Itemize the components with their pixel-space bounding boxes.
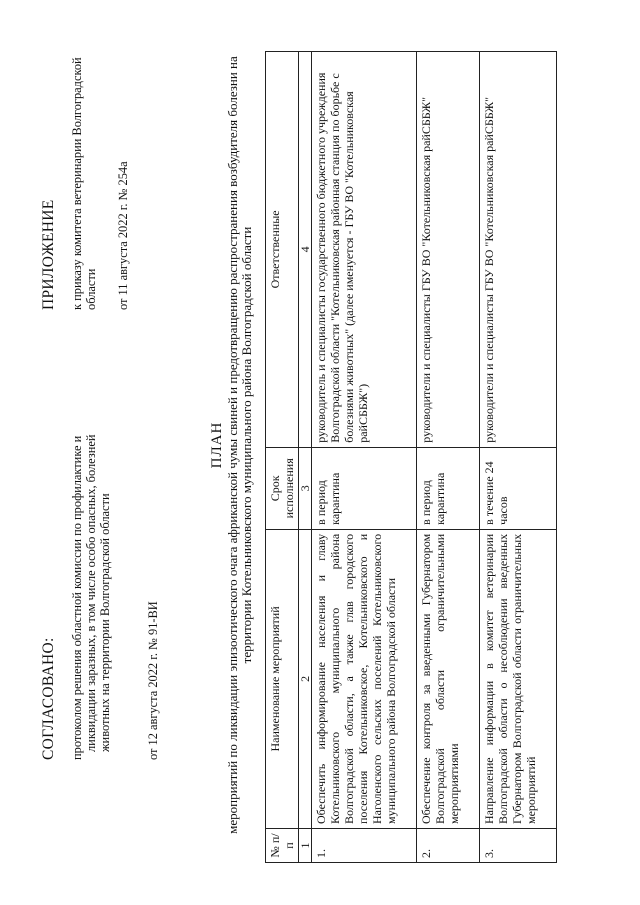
row-responsible: руководитель и специалисты государственного бюджетного учреждения Волгоградской области "Котельниковская районная станция по борьбе с болезнями животных" (далее именуется - ГБУ ВО "Котельниковская райСББЖ") — [312, 52, 417, 448]
row-deadline: в течение 24 часов — [480, 447, 557, 529]
table-row — [312, 52, 417, 863]
column-number: 4 — [299, 52, 312, 448]
column-number: 2 — [299, 529, 312, 828]
header-deadline: Срок исполнения — [266, 447, 299, 529]
approval-text: протоколом решения областной комиссии по профилактике и ликвидации заразных, в том числе особо опасных, болезней животных на территории Волгоградской области — [70, 434, 112, 760]
header-responsible: Ответственные — [266, 52, 299, 448]
approval-block — [42, 430, 160, 760]
row-responsible: руководители и специалисты ГБУ ВО "Котельниковская райСББЖ" — [480, 52, 557, 448]
row-activity: Направление информации в комитет ветеринарии Волгоградской области о несоблюдении введенных Губернатором Волгоградской области ограничительных мероприятий — [480, 529, 557, 828]
plan-table — [265, 51, 557, 863]
table-row — [417, 52, 480, 863]
row-deadline: в период карантина — [312, 447, 417, 529]
approval-heading: СОГЛАСОВАНО: — [40, 637, 57, 760]
table-column-numbers-row — [299, 52, 312, 863]
plan-title-area — [210, 25, 254, 865]
column-number: 1 — [299, 828, 312, 862]
row-responsible: руководители и специалисты ГБУ ВО "Котельниковская райСББЖ" — [417, 52, 480, 448]
approval-date: от 12 августа 2022 г. № 91-ВИ — [146, 601, 160, 760]
header-activity: Наименование мероприятий — [266, 529, 299, 828]
column-number: 3 — [299, 447, 312, 529]
appendix-block — [42, 35, 130, 310]
appendix-text: к приказу комитета ветеринарии Волгоградской области — [70, 57, 98, 310]
header-number: № п/п — [266, 828, 299, 862]
appendix-date: от 11 августа 2022 г. № 254а — [116, 161, 130, 310]
row-activity: Обеспечение контроля за введенными Губернатором Волгоградской области ограничительными мероприятиями — [417, 529, 480, 828]
row-deadline: в период карантина — [417, 447, 480, 529]
table-header-row — [266, 52, 299, 863]
table-row — [480, 52, 557, 863]
row-activity: Обеспечить информирование населения и главу Котельниковского муниципального района Волгоградской области, а также глав городского поселения Котельниковское, Котельниковского и Наголенского сельских поселений Котельниковского муниципального района Волгоградской области — [312, 529, 417, 828]
row-number: 2. — [417, 828, 480, 862]
appendix-heading: ПРИЛОЖЕНИЕ — [40, 199, 57, 310]
plan-title: ПЛАН — [209, 421, 225, 469]
row-number: 1. — [312, 828, 417, 862]
row-number: 3. — [480, 828, 557, 862]
plan-subtitle: мероприятий по ликвидации эпизоотического очага африканской чумы свиней и предотвращению распространения возбудителя болезни на территории Котельниковского муниципального района Волгоградской области — [225, 56, 254, 834]
